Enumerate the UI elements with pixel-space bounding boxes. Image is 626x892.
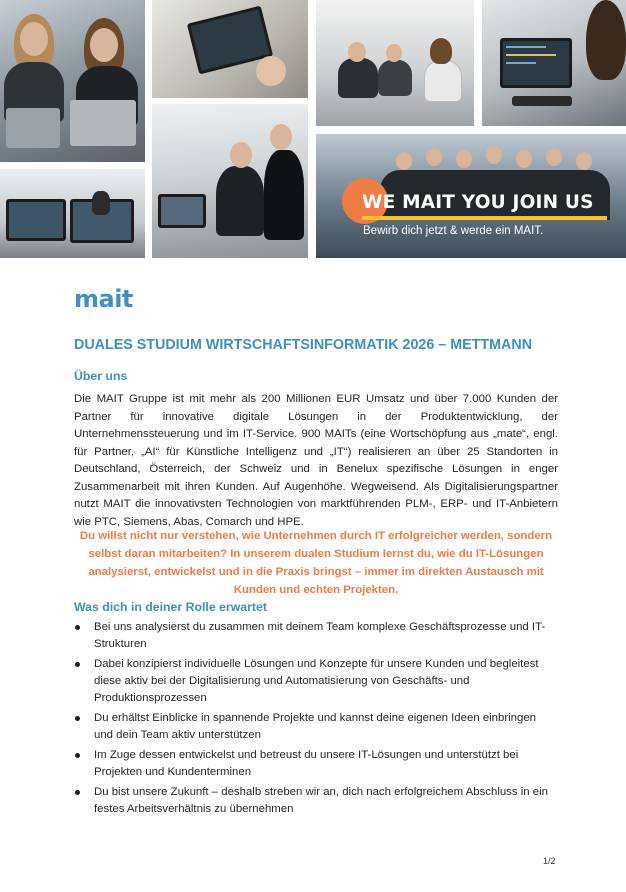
list-item	[74, 710, 558, 744]
role-list	[74, 619, 558, 821]
photo-lounge-meeting	[316, 0, 474, 126]
bullet-icon	[75, 790, 80, 795]
list-item	[74, 784, 558, 818]
list-item	[74, 747, 558, 781]
photo-tablet-in-hands	[152, 0, 308, 98]
banner-yellow-underline	[362, 216, 607, 220]
list-item-text: Du erhältst Einblicke in spannende Projekte und kannst deine eigenen Ideen einbringen und dein Team aktiv unterstützen	[94, 712, 537, 741]
job-title: DUALES STUDIUM WIRTSCHAFTSINFORMATIK 2026 – METTMANN	[74, 337, 533, 353]
mait-logo: mait	[74, 285, 133, 313]
photo-two-women-laptops	[0, 0, 145, 162]
list-item-text: Du bist unsere Zukunft – deshalb streben wir an, dich nach erfolgreichem Abschluss in ein festes Arbeitsverhältnis zu übernehmen	[94, 786, 548, 815]
bullet-icon	[75, 716, 80, 721]
bullet-icon	[75, 753, 80, 758]
photo-office-workstations	[0, 169, 145, 258]
list-item	[74, 656, 558, 707]
about-heading: Über uns	[74, 369, 128, 383]
bullet-icon	[75, 662, 80, 667]
list-item-text: Dabei konzipierst individuelle Lösungen und Konzepte für unsere Kunden und begleitest diese aktiv bei der Digitalisierung und Automatisierung von Geschäfts- und Produktionsprozessen	[94, 658, 539, 704]
photo-collage	[0, 0, 626, 258]
about-paragraph: Die MAIT Gruppe ist mit mehr als 200 Millionen EUR Umsatz und über 7.000 Kunden der Partner für innovative digitale Lösungen in der Produktentwicklung, der Unternehmenssteuerung und im IT-Service. 900 MAITs (eine Wortschöpfung aus „mate“, engl. für Partner, „AI“ für Künstliche Intelligenz und „IT“) realisieren an über 25 Standorten in Deutschland, Österreich, der Schweiz und in Benelux spezifische Lösungen in enger Zusammenarbeit mit ihren Kunden. Auf Augenhöhe. Wegweisend. Als Digitalisierungspartner nutzt MAIT die innovativsten Technologien von marktführenden PLM-, ERP- und IT-Anbietern wie PTC, Siemens, Abas, Comarch und HPE.	[74, 393, 558, 528]
list-item-text: Im Zuge dessen entwickelst und betreust du unsere IT-Lösungen und unterstützt bei Projekten und Kundenterminen	[94, 749, 519, 778]
page-number: 1/2	[543, 856, 556, 866]
photo-team-office-tour	[152, 104, 308, 258]
list-item-text: Bei uns analysierst du zusammen mit deinem Team komplexe Geschäftsprozesse und IT-Strukturen	[94, 621, 546, 650]
highlight-paragraph: Du willst nicht nur verstehen, wie Unternehmen durch IT erfolgreicher werden, sondern selbst daran mitarbeiten? In unserem dualen Studium lernst du, wie du IT-Lösungen analysierst, entwickelst und in die Praxis bringst – immer im direkten Austausch mit Kunden und echten Projekten.	[79, 530, 553, 596]
banner-headline: WE MAIT YOU JOIN US	[362, 192, 594, 213]
list-item	[74, 619, 558, 653]
photo-developer-monitors	[482, 0, 626, 126]
bullet-icon	[75, 625, 80, 630]
role-heading: Was dich in deiner Rolle erwartet	[74, 600, 267, 614]
banner-subline: Bewirb dich jetzt & werde ein MAIT.	[363, 225, 544, 237]
